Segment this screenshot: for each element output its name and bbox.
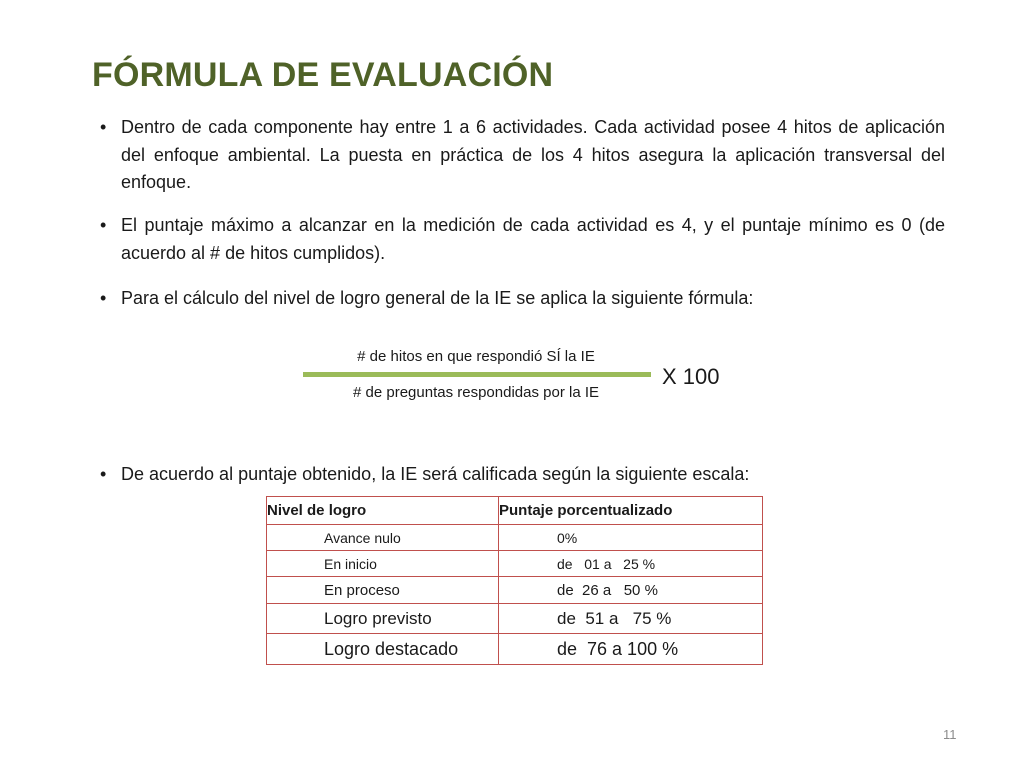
evaluation-formula <box>300 346 740 406</box>
page-number: 11 <box>943 727 957 742</box>
achievement-scale-table <box>266 496 763 665</box>
table-row <box>267 551 763 577</box>
score-cell: de 76 a 100 % <box>499 634 763 665</box>
level-cell: Logro previsto <box>267 604 499 634</box>
bullet-item <box>100 212 945 267</box>
bullet-text: Dentro de cada componente hay entre 1 a 6 actividades. Cada actividad posee 4 hitos de aplicación del enfoque ambiental. La puesta en práctica de los 4 hitos asegura la aplicación transversal del enfoque. <box>121 117 945 192</box>
score-cell: de 51 a 75 % <box>499 604 763 634</box>
table-row <box>267 525 763 551</box>
bullet-text: El puntaje máximo a alcanzar en la medición de cada actividad es 4, y el puntaje mínimo es 0 (de acuerdo al # de hitos cumplidos). <box>121 215 945 263</box>
table-header-row <box>267 497 763 525</box>
score-cell: de 26 a 50 % <box>499 577 763 604</box>
table-header-cell: Puntaje porcentualizado <box>499 497 763 525</box>
bullet-text: Para el cálculo del nivel de logro general de la IE se aplica la siguiente fórmula: <box>121 288 754 308</box>
score-cell: 0% <box>499 525 763 551</box>
score-cell: de 01 a 25 % <box>499 551 763 577</box>
bullet-marker: • <box>100 117 107 137</box>
formula-numerator: # de hitos en que respondió SÍ la IE <box>357 348 595 365</box>
table-row <box>267 604 763 634</box>
bullet-item <box>100 461 945 489</box>
bullet-item <box>100 285 945 313</box>
bullet-marker: • <box>100 215 107 235</box>
bullet-marker: • <box>100 464 107 484</box>
table-row <box>267 634 763 665</box>
fraction-bar <box>303 372 651 377</box>
formula-multiplier: X 100 <box>662 364 720 389</box>
level-cell: Logro destacado <box>267 634 499 665</box>
level-cell: En proceso <box>267 577 499 604</box>
bullet-text: De acuerdo al puntaje obtenido, la IE será calificada según la siguiente escala: <box>121 464 750 484</box>
table-row <box>267 577 763 604</box>
bullet-marker: • <box>100 288 107 308</box>
slide-title: FÓRMULA DE EVALUACIÓN <box>92 56 554 94</box>
level-cell: Avance nulo <box>267 525 499 551</box>
bullet-item <box>100 114 945 197</box>
table-header-cell: Nivel de logro <box>267 497 499 525</box>
formula-denominator: # de preguntas respondidas por la IE <box>353 384 599 401</box>
level-cell: En inicio <box>267 551 499 577</box>
